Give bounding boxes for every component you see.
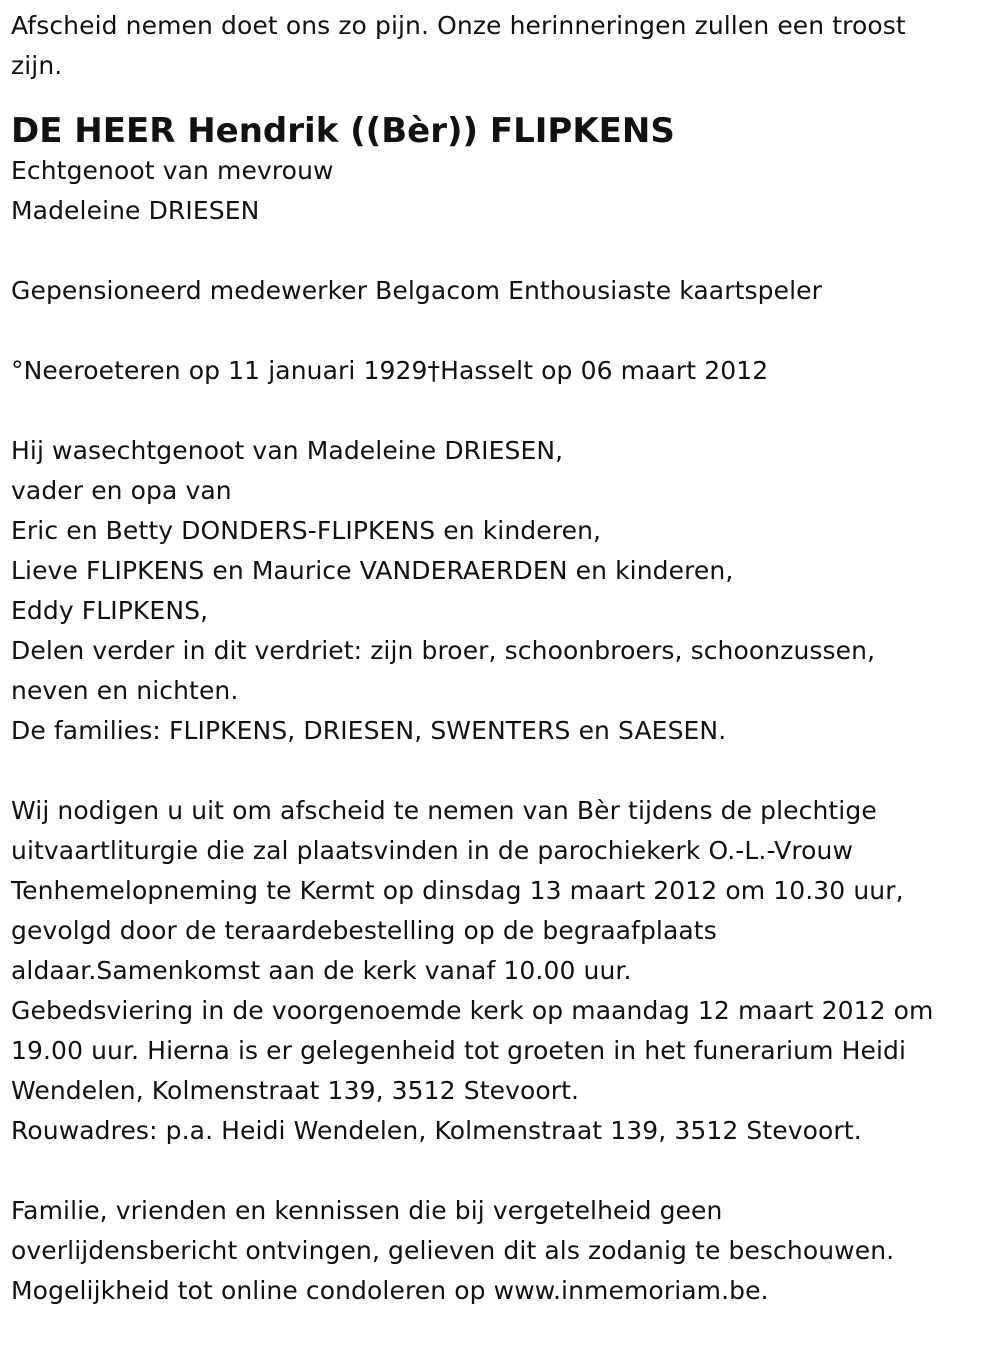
- family-line: Eric en Betty DONDERS-FLIPKENS en kinderen,: [11, 516, 602, 545]
- cross-icon: †: [427, 356, 441, 385]
- dates-line: [11, 351, 986, 391]
- birth-date: °Neeroeteren op 11 januari 1929: [11, 356, 428, 385]
- condolence-address-line: Rouwadres: p.a. Heidi Wendelen, Kolmenstraat 139, 3512 Stevoort.: [11, 1116, 862, 1145]
- ceremony-line: gevolgd door de teraardebestelling op de begraafplaats: [11, 916, 717, 945]
- spacer: [11, 751, 986, 791]
- spouse-line-1: Echtgenoot van mevrouw: [11, 156, 334, 185]
- family-line: Delen verder in dit verdriet: zijn broer, schoonbroers, schoonzussen,: [11, 636, 876, 665]
- spacer: [11, 231, 986, 271]
- ceremony-line: uitvaartliturgie die zal plaatsvinden in de parochiekerk O.-L.-Vrouw: [11, 836, 854, 865]
- occupation-line: Gepensioneerd medewerker Belgacom Enthousiaste kaartspeler: [11, 276, 822, 305]
- spouse-line-2: Madeleine DRIESEN: [11, 196, 260, 225]
- family-line: Hij wasechtgenoot van Madeleine DRIESEN,: [11, 436, 564, 465]
- intro-line-2: zijn.: [11, 51, 63, 80]
- deceased-name: DE HEER Hendrik ((Bèr)) FLIPKENS: [11, 111, 675, 151]
- family-line: vader en opa van: [11, 476, 232, 505]
- ceremony-line: Gebedsviering in de voorgenoemde kerk op maandag 12 maart 2012 om: [11, 996, 934, 1025]
- family-section: [11, 431, 986, 751]
- family-line: neven en nichten.: [11, 676, 239, 705]
- family-line: De families: FLIPKENS, DRIESEN, SWENTERS en SAESEN.: [11, 716, 727, 745]
- ceremony-line: aldaar.Samenkomst aan de kerk vanaf 10.00 uur.: [11, 956, 632, 985]
- spacer: [11, 391, 986, 431]
- ceremony-line: Wendelen, Kolmenstraat 139, 3512 Stevoort.: [11, 1076, 580, 1105]
- family-line: Eddy FLIPKENS,: [11, 596, 209, 625]
- ceremony-line: Tenhemelopneming te Kermt op dinsdag 13 maart 2012 om 10.30 uur,: [11, 876, 904, 905]
- ceremony-line: 19.00 uur. Hierna is er gelegenheid tot groeten in het funerarium Heidi: [11, 1036, 907, 1065]
- ceremony-section: [11, 791, 986, 1151]
- closing-line: overlijdensbericht ontvingen, gelieven dit als zodanig te beschouwen.: [11, 1236, 895, 1265]
- ceremony-line: Wij nodigen u uit om afscheid te nemen van Bèr tijdens de plechtige: [11, 796, 877, 825]
- family-line: Lieve FLIPKENS en Maurice VANDERAERDEN en kinderen,: [11, 556, 734, 585]
- closing-line: Mogelijkheid tot online condoleren op www.inmemoriam.be.: [11, 1276, 769, 1305]
- obituary-document: [11, 6, 986, 1311]
- spacer: [11, 311, 986, 351]
- intro-line-1: Afscheid nemen doet ons zo pijn. Onze herinneringen zullen een troost: [11, 11, 906, 40]
- closing-section: [11, 1191, 986, 1311]
- spacer: [11, 1151, 986, 1191]
- closing-line: Familie, vrienden en kennissen die bij vergetelheid geen: [11, 1196, 723, 1225]
- death-date: Hasselt op 06 maart 2012: [440, 356, 769, 385]
